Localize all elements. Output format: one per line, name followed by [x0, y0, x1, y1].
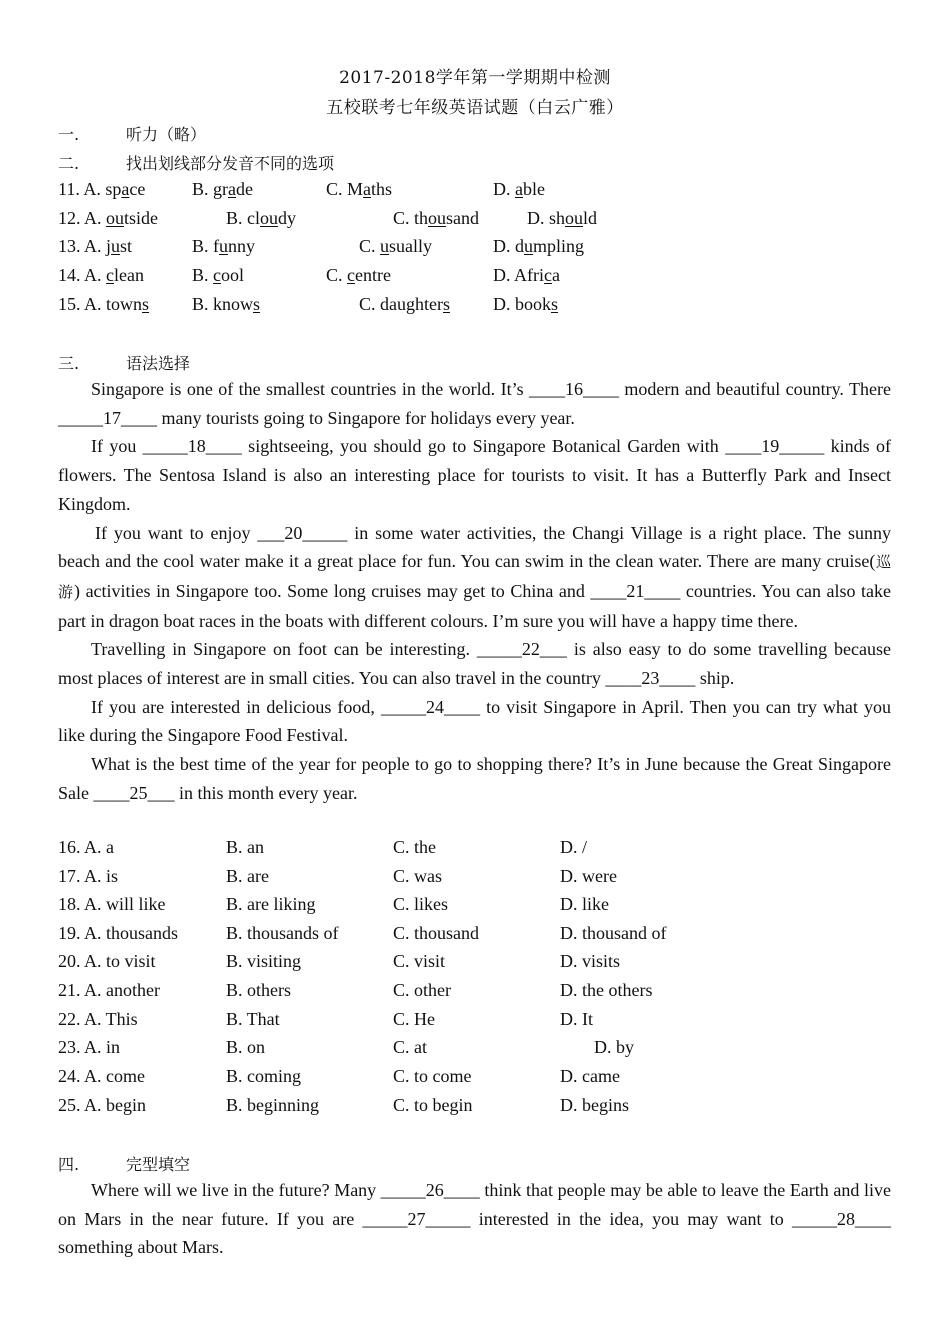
option-a: 20. A. to visit: [58, 951, 156, 971]
options-row-19: [58, 923, 898, 949]
option-a: 15. A. towns: [58, 294, 150, 314]
option-a: 25. A. begin: [58, 1095, 146, 1115]
option-b: B. cool: [192, 265, 245, 285]
option-b: B. visiting: [226, 951, 302, 971]
option-b: B. an: [226, 837, 264, 857]
option-b: B. on: [226, 1037, 266, 1057]
passage-paragraph: If you _____18____ sightseeing, you should go to Singapore Botanical Garden with ____19_____ kinds of flowers. The Sentosa Island is also an interesting place for tourists to visit. It has a Butterfly Park and Insect Kingdom.: [58, 436, 891, 514]
section-title: 找出划线部分发音不同的选项: [126, 154, 335, 173]
passage-paragraph: Travelling in Singapore on foot can be interesting. _____22___ is also easy to do some travelling because most places of interest are in small cities. You can also travel in the country ____23____ ship.: [58, 639, 891, 689]
option-a: 14. A. clean: [58, 265, 144, 285]
option-d: D. books: [493, 294, 559, 314]
options-row-16: [58, 837, 898, 863]
option-c: C. daughters: [359, 294, 450, 314]
section-grammar: [58, 351, 190, 374]
options-row-18: [58, 894, 898, 920]
option-c: C. thousand: [393, 923, 480, 943]
option-c: C. likes: [393, 894, 449, 914]
options-row-17: [58, 866, 898, 892]
option-b: B. are: [226, 866, 269, 886]
question-row-12: [58, 208, 898, 234]
option-a: 12. A. outside: [58, 208, 159, 228]
options-row-20: [58, 951, 898, 977]
option-d: D. dumpling: [493, 236, 585, 256]
section-title: 完型填空: [126, 1155, 191, 1174]
option-b: B. grade: [192, 179, 253, 199]
passage-paragraph: If you are interested in delicious food, _____24____ to visit Singapore in April. Then you can try what you like during the Singapore Food Festival.: [58, 696, 891, 746]
cloze-passage: [58, 1176, 891, 1262]
options-row-23: [58, 1037, 898, 1063]
passage-paragraph: Where will we live in the future? Many _____26____ think that people may be able to leave the Earth and live on Mars in the near future. If you are _____27_____ interested in the idea, you may want to _____28____ something about Mars.: [58, 1180, 891, 1258]
passage-paragraph: If you want to enjoy ___20_____ in some water activities, the Changi Village is a right place. The sunny beach and the cool water make it a great place for fun. You can swim in the clean water. There are many cruise(巡游) activities in Singapore too. Some long cruises may get to China and ____21____ countries. You can also take part in dragon boat races in the boats with different colours. I’m sure you will have a happy time there.: [58, 522, 891, 631]
option-c: C. centre: [326, 265, 391, 285]
options-row-21: [58, 980, 898, 1006]
question-row-14: [58, 265, 898, 291]
option-c: C. at: [393, 1037, 427, 1057]
option-d: D. were: [560, 866, 617, 886]
option-c: C. was: [393, 866, 442, 886]
option-b: B. coming: [226, 1066, 301, 1086]
option-b: B. beginning: [226, 1095, 319, 1115]
section-cloze: [58, 1152, 190, 1175]
section-title: 语法选择: [126, 354, 191, 373]
option-a: 16. A. a: [58, 837, 114, 857]
option-c: C. usually: [359, 236, 433, 256]
option-d: D. should: [527, 208, 598, 228]
question-row-11: [58, 179, 898, 205]
exam-subtitle: 五校联考七年级英语试题（白云广雅）: [326, 98, 624, 118]
section-number: 一.: [58, 125, 80, 144]
option-a: 19. A. thousands: [58, 923, 179, 943]
option-a: 17. A. is: [58, 866, 119, 886]
option-d: D. thousand of: [560, 923, 667, 943]
option-d: D. like: [560, 894, 609, 914]
option-b: B. knows: [192, 294, 261, 314]
option-c: C. Maths: [326, 179, 393, 199]
option-b: B. That: [226, 1009, 280, 1029]
grammar-passage: [58, 375, 891, 808]
option-c: C. the: [393, 837, 436, 857]
option-a: 18. A. will like: [58, 894, 166, 914]
option-d: D. /: [560, 837, 587, 857]
option-d: D. begins: [560, 1095, 629, 1115]
option-b: B. others: [226, 980, 291, 1000]
option-c: C. He: [393, 1009, 435, 1029]
option-b: B. funny: [192, 236, 255, 256]
section-number: 四.: [58, 1155, 80, 1174]
option-a: 21. A. another: [58, 980, 160, 1000]
option-b: B. cloudy: [226, 208, 296, 228]
option-a: 13. A. just: [58, 236, 133, 256]
option-b: B. thousands of: [226, 923, 339, 943]
option-d: D. Africa: [493, 265, 560, 285]
option-b: B. are liking: [226, 894, 316, 914]
option-a: 23. A. in: [58, 1037, 121, 1057]
option-d: D. It: [560, 1009, 593, 1029]
exam-title: 2017-2018学年第一学期期中检测: [339, 68, 611, 88]
options-row-22: [58, 1009, 898, 1035]
chinese-gloss: 巡游: [58, 553, 891, 601]
section-title: 听力（略）: [126, 125, 207, 144]
option-c: C. thousand: [393, 208, 480, 228]
passage-paragraph: Singapore is one of the smallest countries in the world. It’s ____16____ modern and beautiful country. There _____17____ many tourists going to Singapore for holidays every year.: [58, 379, 891, 428]
option-d: D. able: [493, 179, 545, 199]
option-c: C. visit: [393, 951, 446, 971]
option-c: C. other: [393, 980, 451, 1000]
option-d: D. came: [560, 1066, 620, 1086]
passage-paragraph: What is the best time of the year for people to go to shopping there? It’s in June because the Great Singapore Sale ____25___ in this month every year.: [58, 754, 891, 803]
options-row-25: [58, 1095, 898, 1121]
section-phonics: [58, 151, 334, 174]
section-listening: [58, 122, 206, 145]
question-row-13: [58, 236, 898, 262]
option-c: C. to come: [393, 1066, 472, 1086]
question-row-15: [58, 294, 898, 320]
section-number: 二.: [58, 154, 80, 173]
section-number: 三.: [58, 354, 80, 373]
option-c: C. to begin: [393, 1095, 473, 1115]
options-row-24: [58, 1066, 898, 1092]
option-d: D. the others: [560, 980, 653, 1000]
option-a: 22. A. This: [58, 1009, 138, 1029]
option-a: 24. A. come: [58, 1066, 145, 1086]
option-d: D. by: [594, 1037, 634, 1057]
option-a: 11. A. space: [58, 179, 146, 199]
option-d: D. visits: [560, 951, 621, 971]
